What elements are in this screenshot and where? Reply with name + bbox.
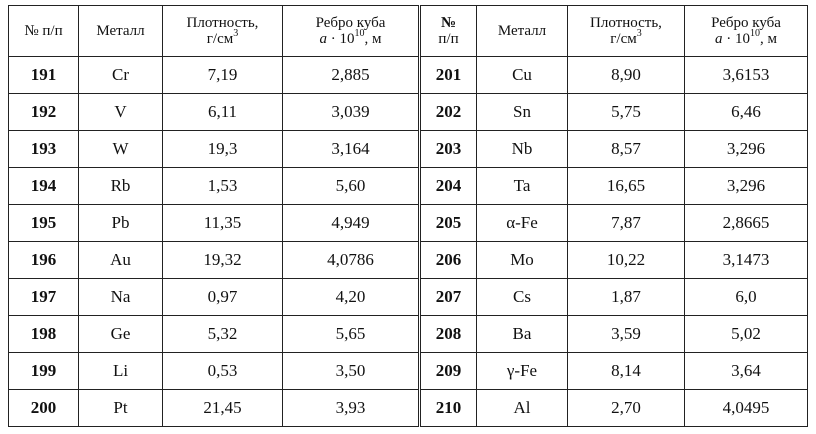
metal-cell: Ta <box>477 168 568 205</box>
row-number: 203 <box>420 131 477 168</box>
density-cell: 1,87 <box>568 279 685 316</box>
table-row <box>9 131 808 168</box>
row-number: 200 <box>9 390 79 427</box>
row-number: 192 <box>9 94 79 131</box>
row-number: 205 <box>420 205 477 242</box>
row-number: 191 <box>9 57 79 94</box>
edge-cell: 3,039 <box>283 94 420 131</box>
density-cell: 7,19 <box>163 57 283 94</box>
header-density-right: Плотность, $г/см^3$ <box>568 6 685 57</box>
header-row <box>9 6 808 57</box>
metal-cell: Sn <box>477 94 568 131</box>
header-edge-right: Ребро куба $a \cdot 10^{10}$, м <box>685 6 808 57</box>
table-row <box>9 94 808 131</box>
row-number: 204 <box>420 168 477 205</box>
row-number: 210 <box>420 390 477 427</box>
row-number: 207 <box>420 279 477 316</box>
edge-cell: 6,46 <box>685 94 808 131</box>
metal-cell: W <box>79 131 163 168</box>
header-density-unit: $г/см^3$ <box>206 28 239 47</box>
row-number: 195 <box>9 205 79 242</box>
row-number: 197 <box>9 279 79 316</box>
edge-cell: 6,0 <box>685 279 808 316</box>
metal-cell: Au <box>79 242 163 279</box>
metal-cell: V <box>79 94 163 131</box>
row-number: 193 <box>9 131 79 168</box>
metals-table <box>8 5 808 427</box>
metal-cell: Li <box>79 353 163 390</box>
metal-cell: Nb <box>477 131 568 168</box>
edge-cell: 4,0495 <box>685 390 808 427</box>
density-cell: 6,11 <box>163 94 283 131</box>
density-cell: 5,75 <box>568 94 685 131</box>
edge-cell: 5,65 <box>283 316 420 353</box>
metal-cell: Ba <box>477 316 568 353</box>
metal-cell: Ge <box>79 316 163 353</box>
table-row <box>9 205 808 242</box>
table-row <box>9 242 808 279</box>
density-cell: 2,70 <box>568 390 685 427</box>
edge-cell: 2,8665 <box>685 205 808 242</box>
metal-cell: Al <box>477 390 568 427</box>
header-num-right: № п/п <box>420 6 477 57</box>
row-number: 201 <box>420 57 477 94</box>
density-cell: 19,3 <box>163 131 283 168</box>
table-row <box>9 279 808 316</box>
row-number: 199 <box>9 353 79 390</box>
density-cell: 3,59 <box>568 316 685 353</box>
edge-cell: 2,885 <box>283 57 420 94</box>
density-cell: 1,53 <box>163 168 283 205</box>
edge-cell: 3,50 <box>283 353 420 390</box>
header-density-left <box>163 6 283 57</box>
header-metal-right: Металл <box>477 6 568 57</box>
table-row <box>9 353 808 390</box>
row-number: 209 <box>420 353 477 390</box>
density-cell: 19,32 <box>163 242 283 279</box>
edge-cell: 3,296 <box>685 168 808 205</box>
density-cell: 10,22 <box>568 242 685 279</box>
metal-cell: α-Fe <box>477 205 568 242</box>
edge-cell: 3,296 <box>685 131 808 168</box>
header-density-label: Плотность, <box>186 14 259 31</box>
header-edge-label: Ребро куба <box>315 14 386 31</box>
metal-cell: Pb <box>79 205 163 242</box>
metal-cell: Mo <box>477 242 568 279</box>
density-cell: 8,90 <box>568 57 685 94</box>
density-cell: 8,14 <box>568 353 685 390</box>
row-number: 196 <box>9 242 79 279</box>
table-row <box>9 57 808 94</box>
table-row <box>9 390 808 427</box>
metal-cell: Na <box>79 279 163 316</box>
metals-table-page <box>8 5 807 429</box>
table-body <box>9 57 808 427</box>
edge-cell: 3,1473 <box>685 242 808 279</box>
row-number: 206 <box>420 242 477 279</box>
edge-cell: 3,93 <box>283 390 420 427</box>
density-cell: 0,53 <box>163 353 283 390</box>
header-edge-unit: $a \cdot 10^{10}$, м <box>319 28 382 47</box>
edge-cell: 3,64 <box>685 353 808 390</box>
density-cell: 7,87 <box>568 205 685 242</box>
edge-cell: 4,0786 <box>283 242 420 279</box>
metal-cell: Rb <box>79 168 163 205</box>
density-cell: 11,35 <box>163 205 283 242</box>
edge-cell: 5,02 <box>685 316 808 353</box>
density-cell: 21,45 <box>163 390 283 427</box>
density-cell: 16,65 <box>568 168 685 205</box>
edge-cell: 4,949 <box>283 205 420 242</box>
header-num-left: № п/п <box>9 6 79 57</box>
header-edge-left <box>283 6 420 57</box>
row-number: 202 <box>420 94 477 131</box>
edge-cell: 3,164 <box>283 131 420 168</box>
edge-cell: 3,6153 <box>685 57 808 94</box>
edge-cell: 5,60 <box>283 168 420 205</box>
metal-cell: Cs <box>477 279 568 316</box>
metal-cell: Pt <box>79 390 163 427</box>
table-row <box>9 316 808 353</box>
metal-cell: Cr <box>79 57 163 94</box>
density-cell: 8,57 <box>568 131 685 168</box>
row-number: 198 <box>9 316 79 353</box>
metal-cell: γ-Fe <box>477 353 568 390</box>
table-row <box>9 168 808 205</box>
row-number: 194 <box>9 168 79 205</box>
metal-cell: Cu <box>477 57 568 94</box>
header-metal-left: Металл <box>79 6 163 57</box>
edge-cell: 4,20 <box>283 279 420 316</box>
row-number: 208 <box>420 316 477 353</box>
density-cell: 5,32 <box>163 316 283 353</box>
density-cell: 0,97 <box>163 279 283 316</box>
